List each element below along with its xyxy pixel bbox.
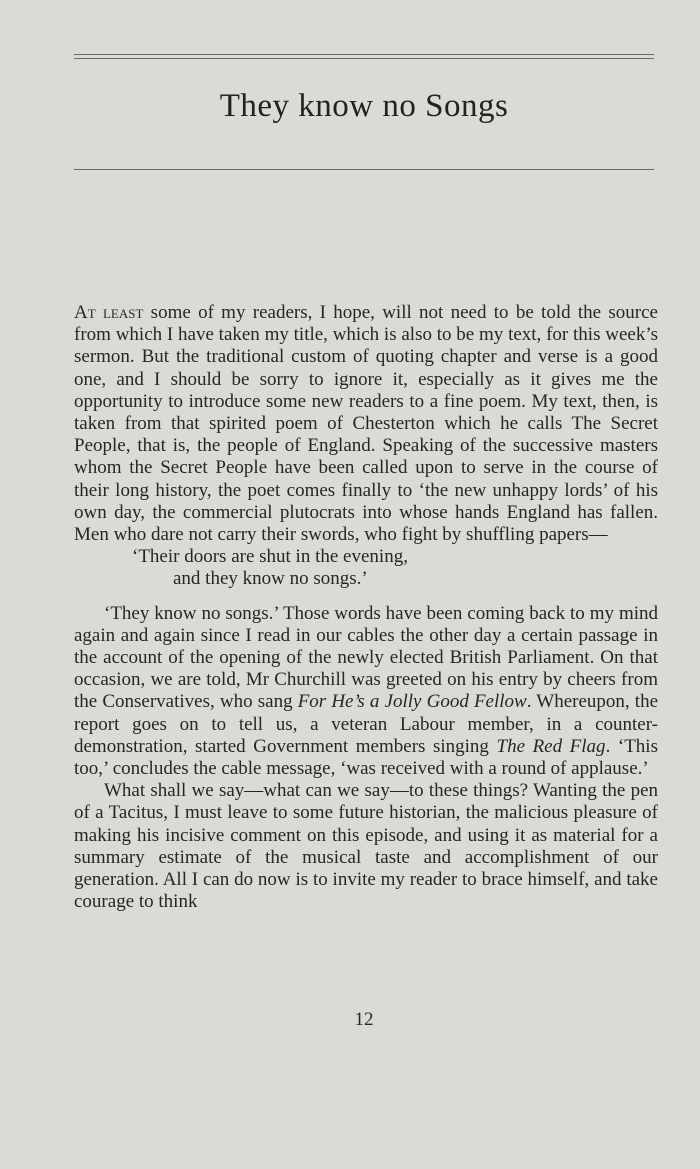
verse-line-2: and they know no songs.’ — [173, 568, 368, 590]
paragraph-2 — [74, 603, 658, 781]
verse-line-1: ‘Their doors are shut in the evening, — [132, 546, 408, 568]
paragraph-2-text-a: ‘They know no songs.’ Those words have been coming back to my mind again and again since I read in our cables the other day a certain passage in the account of the opening of the newly elected British Parliament. On that occasion, we are told, Mr Churchill was greeted on his entry by cheers from the Conservatives, who sang — [74, 602, 658, 713]
title-rule — [74, 169, 654, 170]
song-title-jolly-good-fellow: For He’s a Jolly Good Fellow — [297, 691, 527, 713]
paragraph-1-text: some of my readers, I hope, will not need to be told the source from which I have taken my title, which is also to be my text, for this week’s sermon. But the traditional custom of quoting chapter and verse is a good one, and I should be sorry to ignore it, especially as it gives me the opportunity to introduce some new readers to a fine poem. My text, then, is taken from that spirited poem of Chesterton which he calls The Secret People, that is, the people of England. Speaking of the successive masters whom the Secret People have been called upon to serve in the course of their long history, the poet comes finally to ‘the new unhappy lords’ of his own day, the commercial plutocrats into whose hands England has fallen. Men who dare not carry their swords, who fight by shuffling papers— — [74, 302, 658, 546]
top-rule — [74, 54, 654, 55]
paragraph-3: What shall we say—what can we say—to these things? Wanting the pen of a Tacitus, I must leave to some future historian, the malicious pleasure of making his incisive comment on this episode, and using it as material for a summary estimate of the musical taste and accomplishment of our generation. All I can do now is to invite my reader to brace himself, and take courage to think — [74, 780, 658, 913]
paragraph-gap — [74, 591, 658, 603]
song-title-red-flag: The Red Flag — [496, 735, 606, 757]
top-rule-double — [74, 58, 654, 59]
chapter-title: They know no Songs — [219, 88, 509, 124]
paragraph-2-text-c: . ‘This too,’ concludes the cable message, ‘was received with a round of applause.’ — [74, 735, 658, 780]
paragraph-2-text-b: . Whereupon, the report goes on to tell us, a veteran Labour member, in a counter-demonstration, started Government members singing — [74, 691, 659, 757]
body-text — [74, 302, 658, 913]
page-number: 12 — [354, 1009, 374, 1030]
verse-quote — [74, 546, 658, 590]
opening-small-caps: At least — [74, 302, 144, 323]
paragraph-1 — [74, 302, 658, 546]
